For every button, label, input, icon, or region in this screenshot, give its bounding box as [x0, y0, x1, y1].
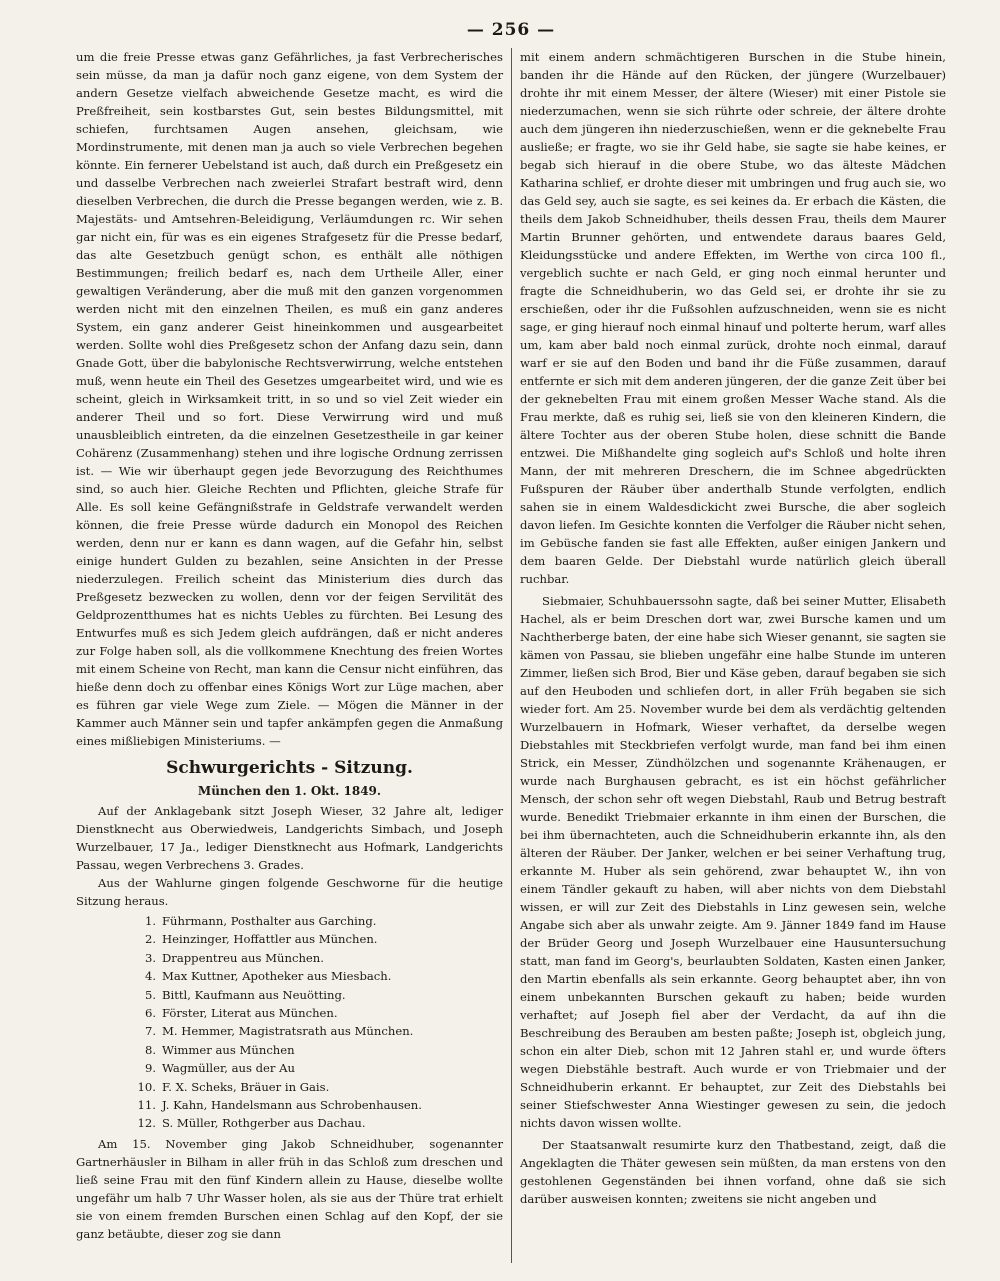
juror-item: 4. Max Kuttner, Apotheker aus Miesbach. [144, 969, 392, 984]
section-date: München den 1. Okt. 1849. [197, 784, 382, 798]
jurors-list [76, 912, 503, 1133]
juror-item: 6. Förster, Literat aus München. [144, 1006, 338, 1021]
juror-item: 8. Wimmer aus München [144, 1042, 295, 1057]
text-columns [76, 48, 946, 1263]
juror-item: 2. Heinzinger, Hoffattler aus München. [144, 932, 378, 947]
juror-item: 9. Wagmüller, aus der Au [144, 1061, 295, 1076]
prosecutor-summary: Der Staatsanwalt resumirte kurz den Thatbestand, zeigt, daß die Angeklagten die Thäter gewesen sein müßten, da man erstens von den gestohlenen Gegenständen bei ihnen vorfand, ohne daß sie sich darüber ausweisen konnten; zweitens sie nicht angeben und [520, 1138, 946, 1206]
juror-item: 10. F. X. Scheks, Bräuer in Gais. [137, 1079, 330, 1094]
left-column [76, 48, 511, 1263]
case-narrative-start: Am 15. November ging Jakob Schneidhuber, sogenannter Gartnerhäusler in Bilham in aller früh in das Schloß zum dreschen und ließ seine Frau mit den fünf Kindern allein zu Hause, dieselbe wollte ungefähr um halb 7 Uhr Wasser holen, als sie aus der Thüre trat erhielt sie von einem fremden Burschen einen Schlag auf den Kopf, der sie ganz betäubte, dieser zog sie dann [76, 1136, 503, 1241]
article-preßgesetz-text: um die freie Presse etwas ganz Gefährliches, ja fast Verbrecherisches sein müsse, da man ja dafür noch ganz eigene, von dem System der andern Gesetze vielfach abweichende Gesetze macht, es wird die Preßfreiheit, sein kostbarstes Gut, sein bestes Bildungsmittel, mit schiefen, furchtsamen Augen ansehen, gleichsam, wie Mordinstrumente, mit denen man ja auch so viele Verbrechen begehen könnte. Ein fernerer Uebelstand ist auch, daß durch ein Preßgesetz ein und dasselbe Verbrechen nach zweierlei Strafart bestraft wird, denn dieselben Verbrechen, die durch die Presse begangen werden, wie z. B. Majestäts- und Amtsehren-Beleidigung, Verläumdungen rc. Wir sehen gar nicht ein, für was es ein eigenes Strafgesetz für die Presse bedarf, das alte Gesetzbuch genügt schon, es enthält alle nöthigen Bestimmungen; freilich bedarf es, nach dem Urtheile Aller, einer gewaltigen Veränderung, aber die muß mit den ganzen vorgenommen werden nicht mit den einzelnen Theilen, es muß ein ganz anderes System, ein ganz anderer Geist hineinkommen und ausgearbeitet werden. Sollte wohl dies Preßgesetz schon der Anfang dazu sein, dann Gnade Gott, über die babylonische Rechtsverwirrung, welche entstehen muß, wenn heute ein Theil des Gesetzes umgearbeitet wird, und wie es scheint, gleich in Wirksamkeit tritt, in so und so viel Zeit wieder ein anderer Theil und so fort. Diese Verwirrung wird und muß unausbleiblich eintreten, da die einzelnen Gesetzestheile in gar keiner Cohärenz (Zusammenhang) stehen und ihre logische Ordnung zerrissen ist. — Wie wir überhaupt gegen jede Bevorzugung des Reichthumes sind, so auch hier. Gleiche Rechten und Pflichten, gleiche Strafe für Alle. Es soll keine Gefängnißstrafe in Geldstrafe verwandelt werden können, die freie Presse würde dadurch ein Monopol des Reichen werden, denn nur er kann es dann wagen, auf die Gefahr hin, selbst einige hundert Gulden zu bezahlen, seine Ansichten in der Presse niederzulegen. Freilich scheint das Ministerium dies durch das Preßgesetz bezwecken zu wollen, denn vor der feigen Servilität des Geldprozentthumes hat es nichts Uebles zu fürchten. Bei Lesung des Entwurfes muß es sich Jedem gleich aufdrängen, daß er nicht anderes zur Folge haben soll, als die vollkommene Knechtung des freien Wortes mit einem Scheine von Recht, man kann die Censur nicht einführen, das hieße denn doch zu offenbar eines Königs Wort zur Lüge machen, aber es führen gar viele Wege zum Ziele. — Mögen die Männer in der Kammer auch Männer sein und tapfer ankämpfen gegen die Anmaßung eines mißliebigen Ministeriums. — [76, 50, 503, 748]
juror-item: 5. Bittl, Kaufmann aus Neuötting. [144, 987, 346, 1002]
jurors-intro: Aus der Wahlurne gingen folgende Geschworne für die heutige Sitzung heraus. [76, 876, 503, 908]
juror-item: 7. M. Hemmer, Magistratsrath aus München. [144, 1024, 414, 1039]
juror-item: 12. S. Müller, Rothgerber aus Dachau. [137, 1116, 366, 1131]
indictment-paragraph: Auf der Anklagebank sitzt Joseph Wieser, 32 Jahre alt, lediger Dienstknecht aus Oberwiedweis, Landgerichts Simbach, und Joseph Wurzelbauer, 17 Ja., lediger Dienstknecht aus Hofmark, Landgerichts Passau, wegen Verbrechens 3. Grades. [76, 804, 503, 872]
juror-item: 1. Führmann, Posthalter aus Garching. [144, 914, 377, 928]
case-narrative-continued: mit einem andern schmächtigeren Burschen in die Stube hinein, banden ihr die Hände auf den Rücken, der jüngere (Wurzelbauer) drohte ihr mit einem Messer, der ältere (Wieser) mit einer Pistole sie niederzumachen, wenn sie sich rührte oder schreie, der ältere drohte auch dem jüngeren ihn niederzuschießen, wenn er die geknebelte Frau ausließe; er fragte, wo sie ihr Geld habe, sie sagte sie habe keines, er begab sich hierauf in die obere Stube, wo das älteste Mädchen Katharina schlief, er drohte dieser mit umbringen und frug auch sie, wo das Geld sey, auch sie sagte, es sei keines da. Er erbach die Kästen, die theils dem Jakob Schneidhuber, theils dessen Frau, theils dem Maurer Martin Brunner gehörten, und entwendete daraus baares Geld, Kleidungsstücke und andere Effekten, im Werthe von circa 100 fl., vergeblich suchte er nach Geld, er ging noch einmal herunter und fragte die Schneidhuberin, wo das Geld sei, er drohte ihr sie zu erschießen, oder ihr die Fußsohlen aufzuschneiden, wenn sie es nicht sage, er ging hierauf noch einmal hinauf und polterte herum, warf alles um, kam aber bald noch einmal zurück, drohte noch einmal, darauf warf er sie auf den Boden und band ihr die Füße zusammen, darauf entfernte er sich mit dem anderen jüngeren, der die ganze Zeit über bei der geknebelten Frau mit einem großen Messer Wache stand. Als die Frau merkte, daß es ruhig sei, ließ sie von den kleineren Kindern, die ältere Tochter aus der oberen Stube holen, diese schnitt die Bande entzwei. Die Mißhandelte ging sogleich auf's Schloß und holte ihren Mann, der mit mehreren Dreschern, die im Schnee abgedrückten Fußspuren der Räuber über anderthalb Stunde verfolgten, endlich sahen sie in einem Waldesdickicht zwei Bursche, die aber sogleich davon liefen. Im Gesichte konnten die Verfolger die Räuber nicht sehen, im Gebüsche fanden sie fast alle Effekten, außer einigen Jankern und dem baaren Gelde. Der Diebstahl wurde natürlich gleich überall ruchbar. [520, 50, 946, 586]
juror-item: 11. J. Kahn, Handelsmann aus Schrobenhausen. [137, 1098, 422, 1113]
juror-item: 3. Drappentreu aus München. [144, 950, 324, 965]
page-number: — 256 — [466, 20, 556, 40]
section-title: Schwurgerichts - Sitzung. [166, 758, 413, 778]
right-column [511, 48, 946, 1263]
witness-testimony: Siebmaier, Schuhbauerssohn sagte, daß bei seiner Mutter, Elisabeth Hachel, als er beim Dreschen dort war, zwei Bursche kamen und um Nachtherberge baten, der eine habe sich Wieser genannt, sie sagten sie kämen von Passau, sie blieben ungefähr eine halbe Stunde im unteren Zimmer, ließen sich Brod, Bier und Käse geben, darauf begaben sie sich auf den Heuboden und schliefen dort, in aller Früh begaben sie sich wieder fort. Am 25. November wurde bei dem als verdächtig geltenden Wurzelbauern in Hofmark, Wieser verhaftet, da derselbe wegen Diebstahles mit Steckbriefen verfolgt wurde, man fand bei ihm einen Strick, ein Messer, Zündhölzchen und sogenannte Krähenaugen, er wurde nach Burghausen gebracht, es ist ein höchst gefährlicher Mensch, der schon sehr oft wegen Diebstahl, Raub und Betrug bestraft wurde. Benedikt Triebmaier erkannte in ihm einen der Burschen, die bei ihm übernachteten, auch die Schneidhuberin erkannte ihn, als den älteren der Räuber. Der Janker, welchen er bei seiner Verhaftung trug, erkannte M. Huber als sein gehörend, zwar behauptet W., ihn von einem Tändler gekauft zu haben, will aber nichts von dem Diebstahl wissen, er will zur Zeit des Diebstahls in Linz gewesen sein, welche Angabe sich aber als unwahr zeigte. Am 9. Jänner 1849 fand im Hause der Brüder Georg und Joseph Wurzelbauer eine Hausuntersuchung statt, man fand im Georg's, beurlaubten Soldaten, Kasten einen Janker, den Martin ebenfalls als sein erkannte. Georg behauptet aber, ihn von einem unbekannten Burschen gekauft zu haben; beide wurden verhaftet; auf Joseph fiel aber der Verdacht, da auf ihn die Beschreibung des Berauben am besten paßte; Joseph ist, obgleich jung, schon ein alter Dieb, schon mit 12 Jahren stahl er, und wurde öfters wegen Diebstähle bestraft. Auch wurde er von Triebmaier und der Schneidhuberin erkannt. Er behauptet, zur Zeit des Diebstahls bei seiner Stiefschwester Anna Wiestinger gewesen zu sein, die jedoch nichts davon wissen wollte. [520, 594, 946, 1130]
